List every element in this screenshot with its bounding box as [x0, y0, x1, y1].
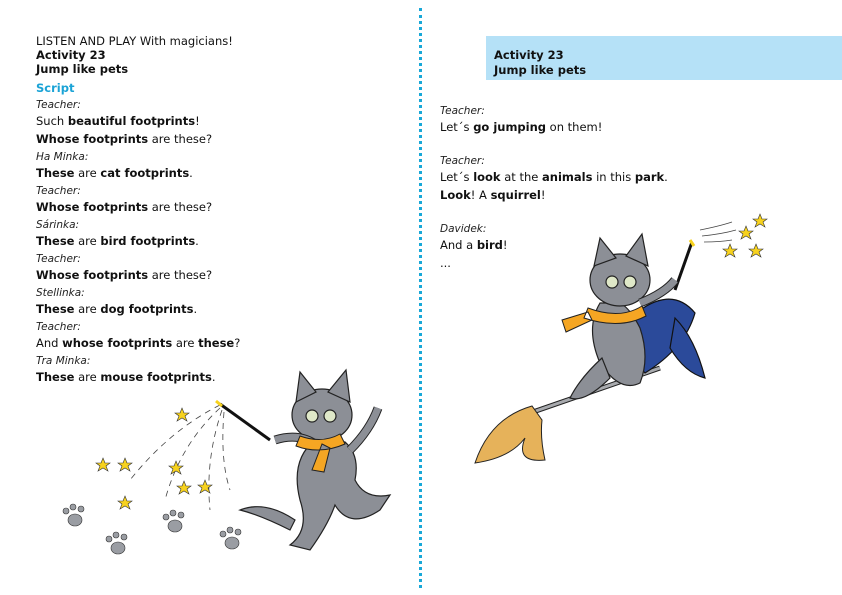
banner-activity: Activity 23 — [494, 48, 564, 62]
activity-header: LISTEN AND PLAY With magicians! — [36, 34, 233, 48]
text-span: Let´s — [440, 170, 474, 184]
speaker-name: Ha Minka: — [36, 151, 89, 163]
bold-phrase: These — [36, 302, 75, 316]
dialogue-line — [36, 130, 396, 148]
bold-phrase: mouse footprints — [100, 370, 212, 384]
script-heading: Script — [36, 81, 75, 95]
text-span: are — [172, 336, 199, 350]
text-span: . — [189, 166, 193, 180]
speaker-name: Sárinka: — [36, 219, 80, 231]
bold-phrase: dog footprints — [100, 302, 194, 316]
dialogue-line — [440, 168, 820, 186]
bold-phrase: animals — [542, 170, 593, 184]
text-span: Such — [36, 114, 68, 128]
text-span: are — [74, 166, 101, 180]
speaker-name: Davidek: — [440, 223, 487, 235]
text-span: ? — [234, 336, 241, 350]
bold-phrase: bird footprints — [100, 234, 196, 248]
speaker-name: Teacher: — [440, 155, 485, 167]
bold-phrase: Look — [440, 188, 471, 202]
bold-phrase: Whose footprints — [36, 200, 149, 214]
text-span: in this — [592, 170, 635, 184]
activity-number: Activity 23 — [36, 48, 106, 62]
bold-phrase: Whose footprints — [36, 268, 149, 282]
text-span: are — [74, 234, 101, 248]
page-divider — [419, 8, 422, 588]
dialogue-line — [36, 232, 396, 250]
bold-phrase: bird — [476, 238, 503, 252]
text-span: . — [193, 302, 198, 316]
text-span: are — [74, 302, 101, 316]
text-span: ! — [195, 114, 200, 128]
bold-phrase: park — [634, 170, 665, 184]
speaker-name: Teacher: — [36, 99, 81, 111]
dialogue-line — [36, 112, 396, 130]
text-span: . — [211, 370, 216, 384]
activity-subtitle: Jump like pets — [36, 62, 129, 76]
dialogue-line — [36, 266, 396, 284]
bold-phrase: these — [198, 336, 235, 350]
paw-print-icon — [63, 504, 241, 554]
speaker-name: Teacher: — [36, 321, 81, 333]
magic-trail-lines — [130, 405, 230, 510]
star-icon — [96, 408, 212, 509]
flying-cat-illustration — [470, 208, 780, 478]
text-span: are these? — [148, 132, 213, 146]
magic-wand — [220, 404, 270, 440]
star-icon — [723, 214, 767, 257]
text-span: are these? — [148, 200, 213, 214]
text-span: Let´s — [440, 120, 474, 134]
speaker-name: Tra Minka: — [36, 355, 91, 367]
left-page — [36, 34, 396, 386]
speaker-name: Stellinka: — [36, 287, 85, 299]
bold-phrase: squirrel — [490, 188, 541, 202]
dialogue-line — [440, 118, 820, 136]
speaker-name: Teacher: — [36, 185, 81, 197]
dialogue-line — [36, 334, 396, 352]
text-span: are these? — [148, 268, 213, 282]
bold-phrase: Whose footprints — [36, 132, 149, 146]
script-dialogue — [36, 98, 396, 386]
bold-phrase: These — [36, 370, 75, 384]
text-span: are — [74, 370, 101, 384]
text-span: ! — [502, 238, 508, 252]
banner-subtitle: Jump like pets — [494, 63, 587, 77]
title-banner — [486, 36, 842, 80]
speaker-name: Teacher: — [440, 105, 485, 117]
dialogue-line — [36, 300, 396, 318]
text-span: . — [195, 234, 199, 248]
speaker-name: Teacher: — [36, 253, 81, 265]
text-span: And — [36, 336, 63, 350]
bold-phrase: beautiful footprints — [67, 114, 196, 128]
text-span: And a — [440, 238, 477, 252]
text-span: . — [664, 170, 668, 184]
bold-phrase: look — [473, 170, 501, 184]
bold-phrase: cat footprints — [100, 166, 190, 180]
text-span: ! A — [470, 188, 491, 202]
cat-body — [240, 370, 390, 550]
text-span: ! — [540, 188, 546, 202]
dialogue-line — [36, 164, 396, 182]
text-span: on them! — [546, 120, 603, 134]
ellipsis: ... — [440, 256, 451, 270]
text-span: at the — [500, 170, 542, 184]
bold-phrase: These — [36, 166, 75, 180]
bold-phrase: go jumping — [473, 120, 547, 134]
dancing-cat-illustration — [60, 360, 400, 560]
bold-phrase: whose footprints — [62, 336, 173, 350]
bold-phrase: These — [36, 234, 75, 248]
dialogue-line — [440, 186, 820, 204]
dialogue-line — [36, 198, 396, 216]
